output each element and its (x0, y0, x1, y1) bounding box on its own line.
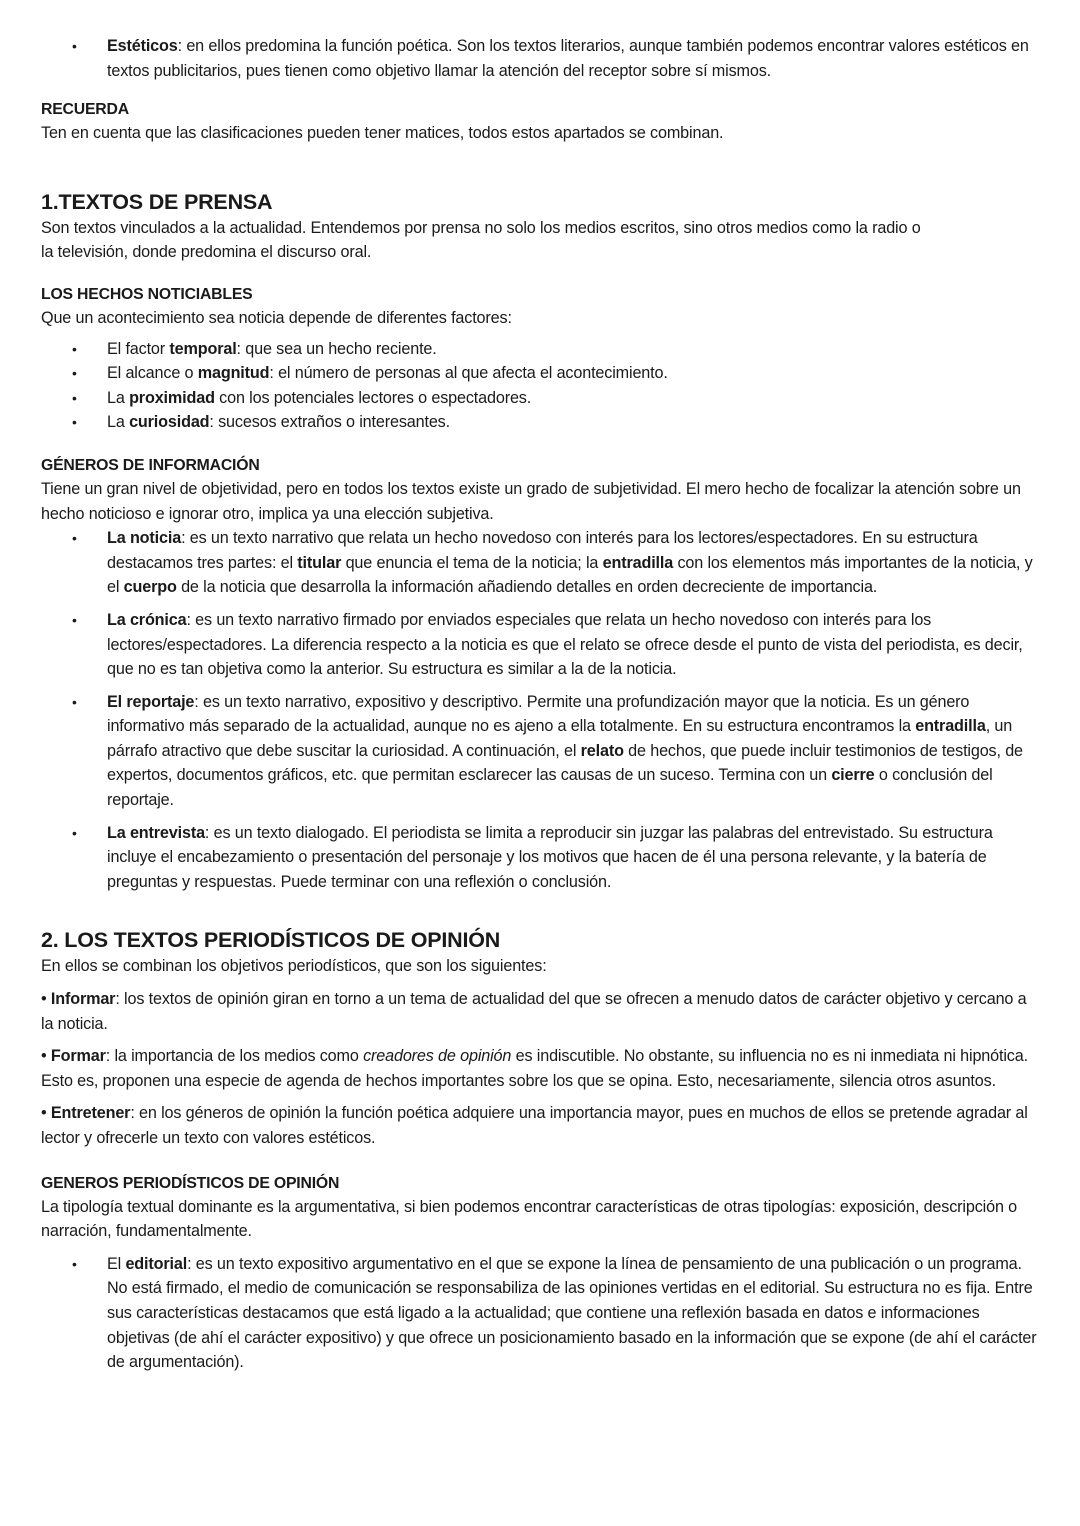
hechos-intro: Que un acontecimiento sea noticia depende de diferentes factores: (41, 308, 512, 327)
item-term: temporal (169, 339, 237, 358)
item-text: : es un texto expositivo argumentativo en el que se expone la línea de pensamiento de una publicación o un programa. No está firmado, el medio de comunicación se responsabiliza de las opiniones vertidas en el editorial. Su estructura no es fija. Entre sus características destacamos que está ligado a la actualidad; que contiene una reflexión basada en datos e informaciones objetivas (de ahí el carácter expositivo) y que ofrece un posicionamiento basado en la información que se expone (de ahí el carácter de argumentación). (107, 1254, 1037, 1372)
hechos-list (41, 337, 1041, 435)
item-text: que enuncia el tema de la noticia; la (341, 553, 603, 572)
genero-editorial (41, 1252, 1041, 1375)
hechos-item (41, 361, 1041, 386)
item-term: El reportaje (107, 692, 195, 711)
item-text: La (107, 413, 130, 432)
bullet-icon: • (72, 693, 77, 710)
item-term: cierre (831, 766, 875, 785)
bullet-icon: • (41, 1047, 51, 1066)
item-text: : es un texto narrativo firmado por enviados especiales que relata un hecho novedoso con interés para los lectores/espectadores. La diferencia respecto a la noticia es que el relato se ofrece desde el punto de vista del periodista, es decir, que no es tan objetiva como la anterior. Su estructura es similar a la de la noticia. (107, 610, 1023, 679)
item-term: Entretener (50, 1104, 131, 1123)
item-text: El alcance o (107, 364, 198, 383)
term-esteticos: Estéticos (107, 37, 178, 55)
item-text: es indiscutible. No obstante, su influencia no es ni inmediata ni hipnótica. Esto es, proponen una especie de agenda de hechos importantes sobre los que se opina. Esto, necesariamente, silencia otros asuntos. (41, 1047, 1028, 1090)
item-text: : la importancia de los medios como (105, 1047, 364, 1066)
genero-cronica (41, 608, 1041, 682)
generos-opinion-heading: GENEROS PERIODÍSTICOS DE OPINIÓN (41, 1174, 340, 1192)
item-term: entradilla (602, 553, 674, 572)
item-text: de hechos, que puede incluir testimonios de testigos, de expertos, documentos gráficos, etc. que permitan esclarecer las causas de un suceso. Termina con un (107, 741, 1023, 785)
bullet-icon: • (72, 611, 77, 628)
hechos-item (41, 410, 1041, 435)
bullet-icon: • (72, 530, 77, 547)
item-text: , un párrafo atractivo que debe suscitar la curiosidad. A continuación, el (107, 717, 1013, 760)
genero-entrevista (41, 821, 1041, 895)
item-term: magnitud (197, 364, 270, 383)
bullet-icon: • (41, 1104, 51, 1123)
hechos-heading: LOS HECHOS NOTICIABLES (41, 285, 253, 303)
item-term: La noticia (107, 529, 182, 548)
item-text: de la noticia que desarrolla la información añadiendo detalles en orden decreciente de importancia. (176, 578, 878, 597)
genero-noticia (41, 526, 1041, 600)
item-term: La crónica (107, 610, 187, 629)
bullet-icon: • (41, 990, 51, 1009)
generos-info-intro: Tiene un gran nivel de objetividad, pero en todos los textos existe un grado de subjetividad. El mero hecho de focalizar la atención sobre un hecho noticioso e ignorar otro, implica ya una elección subjetiva. (41, 479, 1021, 523)
document-page (41, 34, 1041, 1375)
item-text: : es un texto dialogado. El periodista se limita a reproducir sin juzgar las palabras del entrevistado. Su estructura incluye el encabezamiento o presentación del personaje y los motivos que hacen de él una persona relevante, y la batería de preguntas y respuestas. Puede terminar con una reflexión o conclusión. (107, 823, 993, 891)
bullet-icon: • (72, 389, 77, 406)
item-term: titular (297, 553, 342, 572)
item-term: editorial (125, 1254, 188, 1273)
item-term: entradilla (915, 717, 986, 736)
genero-reportaje (41, 690, 1041, 813)
objetivo-entretener (41, 1101, 1041, 1150)
bullet-icon: • (72, 38, 77, 54)
item-term: relato (580, 741, 624, 760)
item-text: o conclusión del reportaje. (107, 766, 993, 810)
item-text: : los textos de opinión giran en torno a un tema de actualidad del que se ofrecen a menudo datos de carácter objetivo y cercano a la noticia. (41, 990, 1027, 1033)
section1-title: 1.TEXTOS DE PRENSA (41, 189, 273, 214)
generos-info-list (41, 526, 1041, 894)
item-term: Formar (50, 1047, 106, 1066)
item-text: La (107, 388, 130, 407)
item-text: : es un texto narrativo que relata un hecho novedoso con interés para los lectores/espectadores. En su estructura destacamos tres partes: el (107, 529, 978, 572)
item-term: proximidad (129, 388, 215, 407)
hechos-item (41, 386, 1041, 411)
recuerda-text: Ten en cuenta que las clasificaciones pueden tener matices, todos estos apartados se combinan. (41, 124, 724, 143)
item-text: : en los géneros de opinión la función poética adquiere una importancia mayor, pues en muchos de ellos se pretende agradar al lector y ofrecerle un texto con valores estéticos. (41, 1104, 1028, 1147)
item-text: : el número de personas al que afecta el acontecimiento. (269, 364, 668, 383)
generos-opinion-list (41, 1252, 1041, 1375)
hechos-item (41, 337, 1041, 362)
bullet-text: : en ellos predomina la función poética. Son los textos literarios, aunque también podemos encontrar valores estéticos en textos publicitarios, pues tienen como objetivo llamar la atención del receptor sobre sí mismos. (107, 37, 1029, 80)
generos-opinion-intro: La tipología textual dominante es la argumentativa, si bien podemos encontrar características de otras tipologías: exposición, descripción o narración, fundamentalmente. (41, 1197, 1017, 1241)
item-term: Informar (50, 990, 116, 1009)
objetivo-formar (41, 1044, 1041, 1093)
item-term: cuerpo (123, 578, 177, 597)
item-text: : es un texto narrativo, expositivo y descriptivo. Permite una profundización mayor que la noticia. Es un género informativo más separado de la actualidad, aunque no es ajeno a ella totalmente. En su estructura encontramos la (107, 692, 970, 736)
section2-intro: En ellos se combinan los objetivos periodísticos, que son los siguientes: (41, 957, 547, 976)
section2-title: 2. LOS TEXTOS PERIODÍSTICOS DE OPINIÓN (41, 928, 501, 953)
item-text: con los elementos más importantes de la noticia, y el (107, 553, 1033, 597)
item-text: : que sea un hecho reciente. (236, 339, 437, 358)
generos-info-heading: GÉNEROS DE INFORMACIÓN (41, 456, 260, 474)
intro-bullet-list (41, 34, 1041, 83)
item-term: curiosidad (129, 413, 210, 432)
bullet-icon: • (72, 414, 77, 431)
bullet-esteticos (41, 34, 1041, 83)
item-text: El factor (107, 339, 170, 358)
item-emphasis: creadores de opinión (363, 1047, 512, 1066)
item-term: La entrevista (107, 823, 205, 842)
bullet-icon: • (72, 340, 77, 357)
bullet-icon: • (72, 365, 77, 382)
section1-intro: Son textos vinculados a la actualidad. Entendemos por prensa no solo los medios escritos, sino otros medios como la radio o la televisión, donde predomina el discurso oral. (41, 218, 921, 262)
item-text: El (107, 1254, 126, 1273)
bullet-icon: • (72, 824, 77, 841)
objetivo-informar (41, 987, 1041, 1036)
recuerda-heading: RECUERDA (41, 101, 129, 119)
item-text: con los potenciales lectores o espectadores. (214, 388, 532, 407)
item-text: : sucesos extraños o interesantes. (209, 413, 450, 432)
bullet-icon: • (72, 1255, 77, 1272)
